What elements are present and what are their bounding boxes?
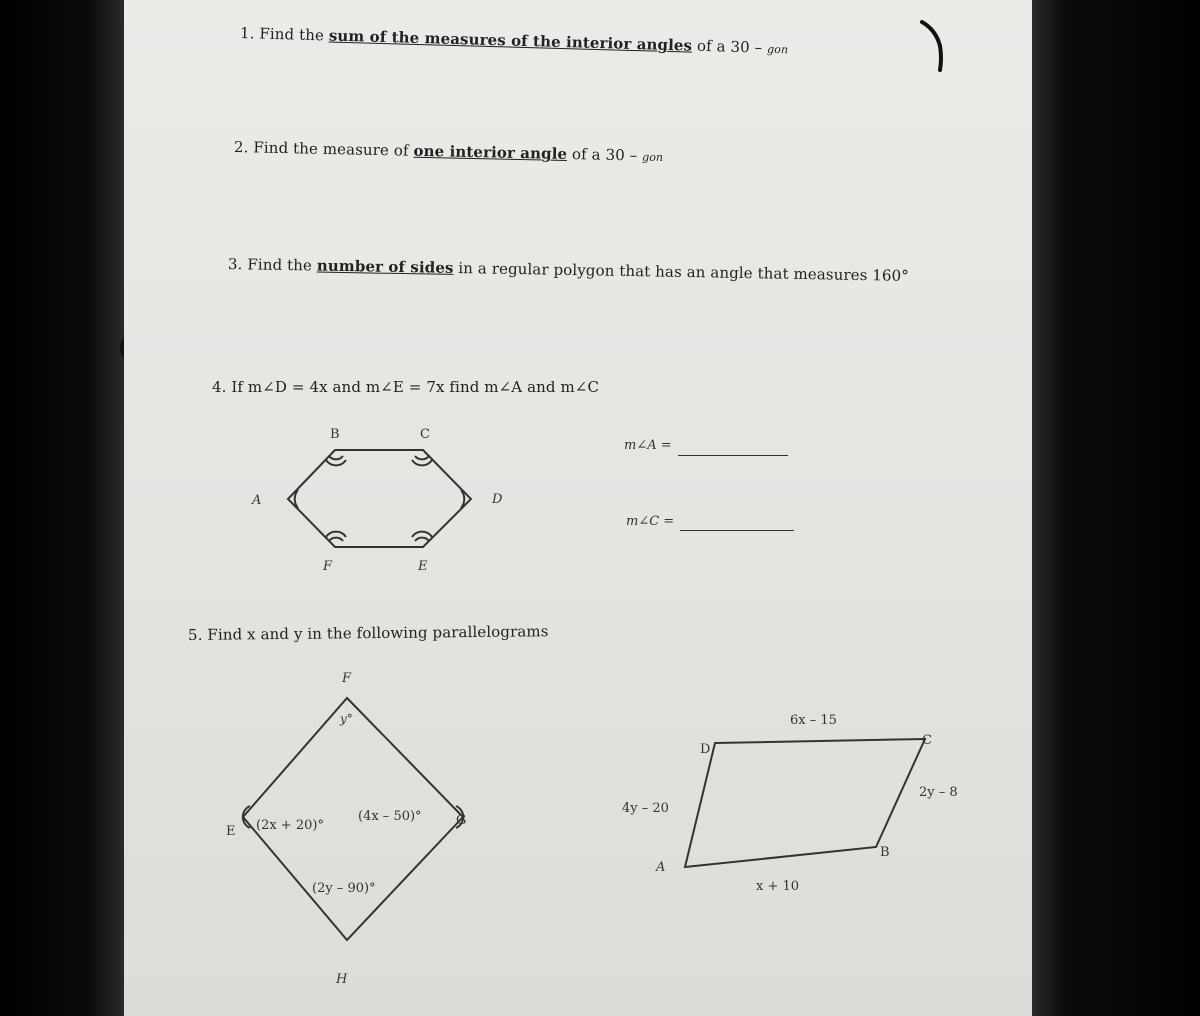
para-label-b: B <box>880 845 890 860</box>
question-3: 3. Find the number of sides in a regular polygon that has an angle that measures 160° <box>227 255 910 285</box>
rhombus-angle-g: (4x – 50)° <box>358 809 422 824</box>
question-1: 1. Find the sum of the measures of the interior angles of a 30 – gon <box>239 24 789 57</box>
q3-key-phrase: number of sides <box>316 256 454 277</box>
rhombus-label-e: E <box>226 824 236 839</box>
para-right-label: 2y – 8 <box>919 785 958 800</box>
answer-line-a[interactable] <box>678 455 788 456</box>
rhombus-angle-e: (2x + 20)° <box>256 818 324 833</box>
rhombus-angle-f: y° <box>340 712 353 726</box>
q2-key-phrase: one interior angle <box>413 141 568 163</box>
answer-label-c: m∠C = <box>626 514 675 529</box>
hex-label-b: B <box>330 427 340 442</box>
para-top-label: 6x – 15 <box>790 713 837 728</box>
para-bottom-label: x + 10 <box>756 879 800 894</box>
answer-label-a: m∠A = <box>624 438 672 453</box>
background-left <box>0 0 124 1016</box>
para-left-label: 4y – 20 <box>622 801 669 816</box>
hex-label-e: E <box>418 559 428 574</box>
para-label-a: A <box>656 860 666 875</box>
background-right <box>1032 0 1200 1016</box>
pen-mark <box>900 0 960 80</box>
hex-label-f: F <box>323 559 333 574</box>
question-5: 5. Find x and y in the following parallelograms <box>187 622 549 644</box>
rhombus-label-g: G <box>456 813 467 828</box>
q1-key-phrase: sum of the measures of the interior angles <box>328 26 693 55</box>
question-4: 4. If m∠D = 4x and m∠E = 7x find m∠A and m∠C <box>212 378 600 396</box>
hexagon-figure <box>240 420 520 580</box>
question-2: 2. Find the measure of one interior angle of a 30 – gon <box>233 138 664 165</box>
hex-label-c: C <box>420 427 430 442</box>
answer-line-c[interactable] <box>680 530 794 531</box>
rhombus-angle-h: (2y – 90)° <box>312 881 376 896</box>
rhombus-label-h: H <box>336 972 348 987</box>
para-label-d: D <box>700 742 711 757</box>
parallelogram-figure <box>600 700 980 920</box>
hex-label-a: A <box>252 493 262 508</box>
rhombus-label-f: F <box>342 671 352 686</box>
hex-label-d: D <box>492 492 503 507</box>
para-label-c: C <box>922 733 932 748</box>
rhombus-figure <box>210 660 490 1000</box>
